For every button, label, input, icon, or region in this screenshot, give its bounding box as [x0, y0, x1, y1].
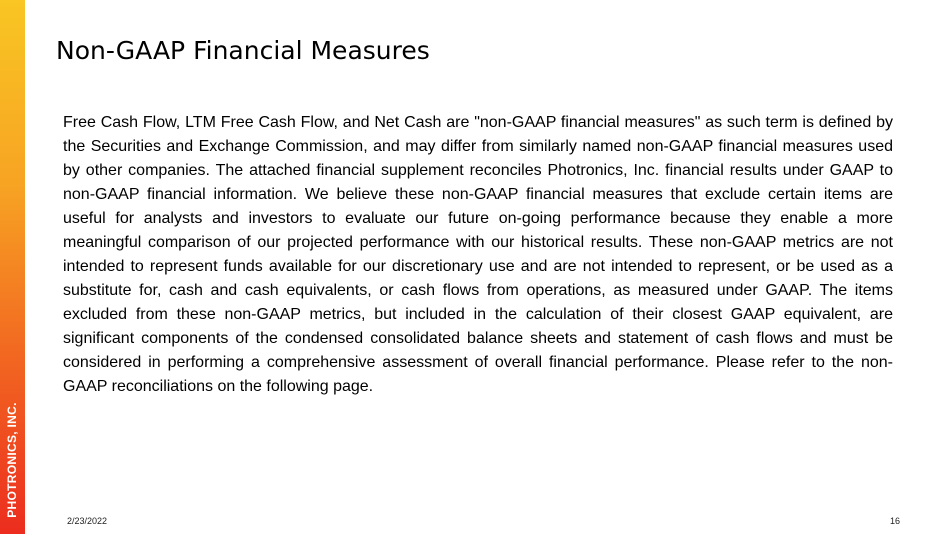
- body-paragraph: Free Cash Flow, LTM Free Cash Flow, and Net Cash are "non-GAAP financial measures" as such term is defined by the Securities and Exchange Commission, and may differ from similarly named non-GAAP financial measures used by other companies. The attached financial supplement reconciles Photronics, Inc. financial results under GAAP to non-GAAP financial information. We believe these non-GAAP financial measures that exclude certain items are useful for analysts and investors to evaluate our future on-going performance because they enable a more meaningful comparison of our projected performance with our historical results. These non-GAAP metrics are not intended to represent funds available for our discretionary use and are not intended to represent, or be used as a substitute for, cash and cash equivalents, or cash flows from operations, as measured under GAAP. The items excluded from these non-GAAP metrics, but included in the calculation of their closest GAAP equivalent, are significant components of the condensed consolidated balance sheets and statement of cash flows and must be considered in performing a comprehensive assessment of overall financial performance. Please refer to the non-GAAP reconciliations on the following page.: [63, 114, 893, 395]
- brand-wordmark: PHOTRONICS, INC.: [5, 402, 19, 518]
- slide-title: Non-GAAP Financial Measures: [56, 36, 430, 65]
- brand-side-bar: [0, 0, 25, 534]
- page-number: 16: [889, 516, 900, 526]
- footer-date: 2/23/2022: [67, 516, 108, 526]
